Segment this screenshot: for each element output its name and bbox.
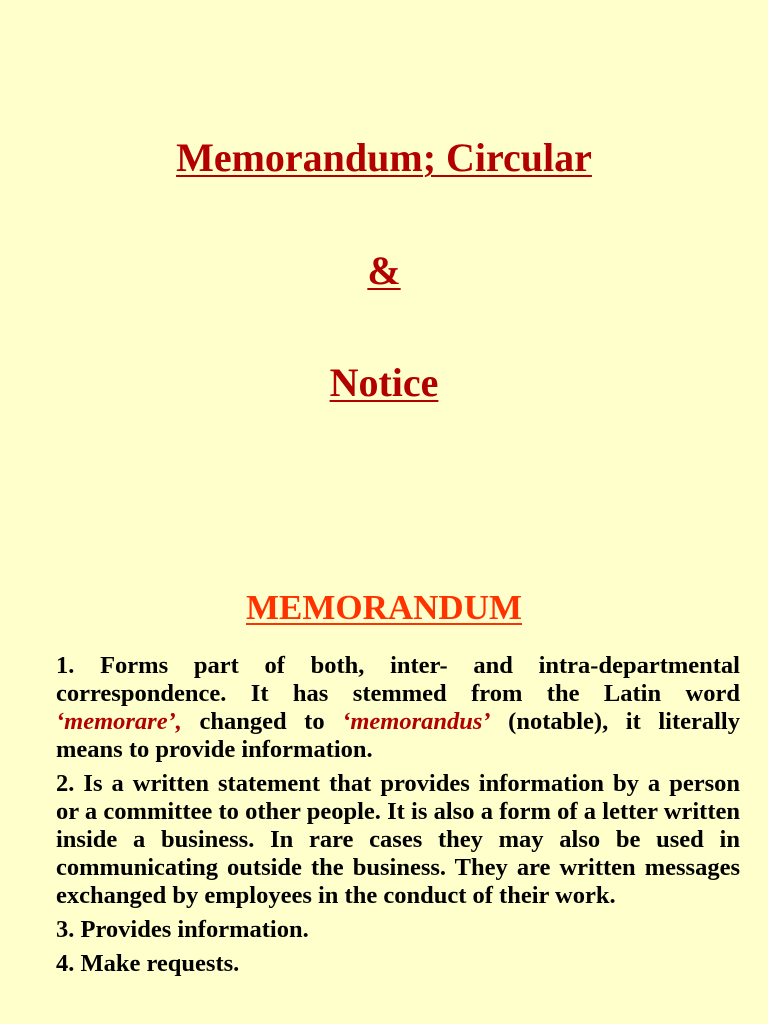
latin-word-memorare: ‘memorare’, bbox=[56, 708, 182, 735]
title-line-ampersand: & bbox=[367, 248, 401, 293]
latin-word-memorandus: ‘memorandus’ bbox=[342, 708, 491, 735]
paragraph-1-text-c: (notable), it literally means to provide information. bbox=[56, 708, 740, 763]
paragraph-2: 2. Is a written statement that provides information by a person or a committee to other people. It is also a form of a letter written inside a business. In rare cases they may also be used in communicating outside the business. They are written messages exchanged by employees in the conduct of their work. bbox=[56, 770, 740, 909]
title-line-notice: Notice bbox=[329, 360, 439, 405]
paragraph-1-text-a: 1. Forms part of both, inter- and intra-departmental correspondence. It has stemmed from the Latin word bbox=[56, 652, 740, 707]
section-heading-memorandum: MEMORANDUM bbox=[245, 588, 523, 627]
title-line-memorandum-circular: Memorandum; Circular bbox=[176, 135, 592, 180]
memorandum-body bbox=[56, 652, 740, 984]
paragraph-3: 3. Provides information. bbox=[56, 916, 309, 943]
paragraph-1-text-b: changed to bbox=[181, 708, 343, 735]
paragraph-1 bbox=[56, 652, 740, 764]
paragraph-4: 4. Make requests. bbox=[56, 950, 240, 977]
